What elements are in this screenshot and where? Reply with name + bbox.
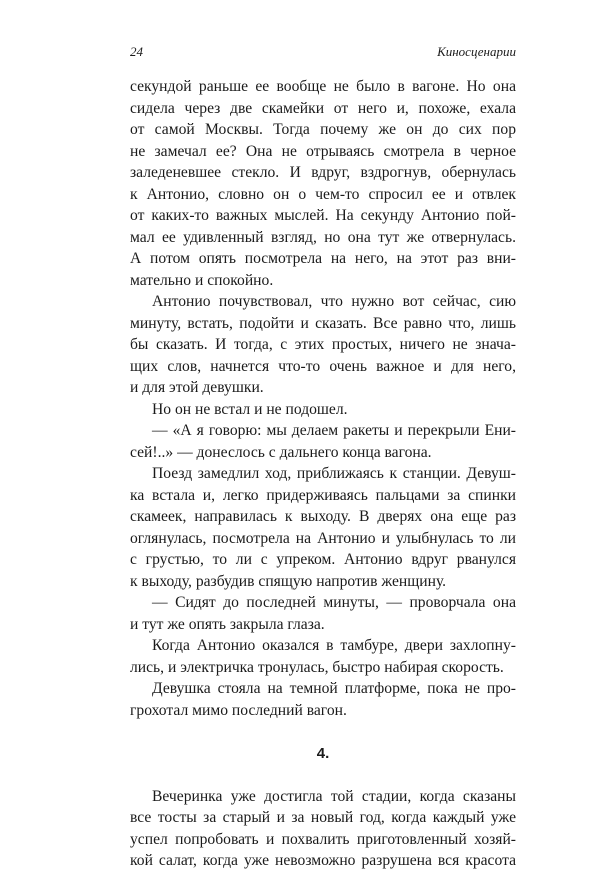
text-line: от каких-то важных мыслей. На секунду Антонио пой- xyxy=(130,207,516,224)
text-line: не замечал ее? Она не отрываясь смотрела в черное xyxy=(130,142,516,160)
paragraph xyxy=(130,76,516,291)
text-line: скамеек, направилась к выходу. В дверях она еще раз xyxy=(130,508,516,525)
text-line: бы сказать. И тогда, с этих простых, ничего не знача- xyxy=(130,336,516,353)
text-line: кой салат, когда уже невозможно разрушена вся красота xyxy=(130,852,516,869)
text-line: лись, и электричка тронулась, быстро набирая скорость. xyxy=(130,658,504,676)
paragraph xyxy=(130,291,516,399)
text-line: заледеневшее стекло. И вдруг, вздрогнув, обернулась xyxy=(130,164,516,181)
text-line: оглянулась, посмотрела на Антонио и улыбнулась то ли xyxy=(130,529,516,547)
text-line: к Антонио, словно он о чем-то спросил ее и отвлек xyxy=(130,185,516,203)
paragraph xyxy=(130,635,516,678)
page-body xyxy=(130,76,516,872)
paragraph xyxy=(130,463,516,592)
paragraph xyxy=(130,678,516,721)
text-line: Но он не встал и не подошел. xyxy=(152,400,348,418)
text-line: ка встала и, легко придерживаясь пальцами за спинки xyxy=(130,486,516,504)
text-line: от самой Москвы. Тогда почему же он до сих пор xyxy=(130,121,516,138)
page-header xyxy=(130,44,516,64)
text-line: сидела через две скамейки от него и, похоже, ехала xyxy=(130,99,516,117)
text-line: минуту, встать, подойти и сказать. Все равно что, лишь xyxy=(130,314,516,332)
text-line: Когда Антонио оказался в тамбуре, двери захлопну- xyxy=(152,637,516,654)
text-line: успел попробовать и похвалить приготовленный хозяй- xyxy=(130,830,516,848)
text-line: мательно и спокойно. xyxy=(130,271,274,289)
running-title: Киносценарии xyxy=(437,44,516,59)
section-spacer xyxy=(130,764,516,786)
paragraph xyxy=(130,786,516,872)
text-line: к выходу, разбудив спящую напротив женщину. xyxy=(130,572,447,590)
text-line: Антонио почувствовал, что нужно вот сейчас, сию xyxy=(152,293,516,310)
text-line: мал ее удивленный взгляд, но она тут же отвернулась. xyxy=(130,228,516,246)
text-line: грохотал мимо последний вагон. xyxy=(130,701,347,719)
text-line: — Сидят до последней минуты, — проворчала она xyxy=(152,594,516,611)
text-line: сей!..» — донеслось с дальнего конца вагона. xyxy=(130,443,432,461)
paragraph xyxy=(130,592,516,635)
text-line: все тосты за старый и за новый год, когда каждый уже xyxy=(130,809,516,826)
text-line: А потом опять посмотрела на него, на этот раз вни- xyxy=(130,250,516,267)
text-line: Девушка стояла на темной платформе, пока не про- xyxy=(152,680,516,697)
section-spacer xyxy=(130,721,516,743)
paragraph xyxy=(130,399,516,421)
page-number: 24 xyxy=(130,44,143,59)
text-line: Поезд замедлил ход, приближаясь к станции. Девуш- xyxy=(152,465,516,482)
text-line: с грустью, то ли с упреком. Антонио вдруг рванулся xyxy=(130,551,516,568)
text-line: и тут же опять закрыла глаза. xyxy=(130,615,325,633)
text-line: секундой раньше ее вообще не было в вагоне. Но она xyxy=(130,78,516,95)
text-line: щих слов, начнется что-то очень важное и для него, xyxy=(130,357,516,375)
text-line: — «А я говорю: мы делаем ракеты и перекрыли Ени- xyxy=(152,422,516,439)
text-line: Вечеринка уже достигла той стадии, когда сказаны xyxy=(152,787,516,805)
text-line: и для этой девушки. xyxy=(130,379,264,396)
section-heading: 4. xyxy=(316,744,330,762)
paragraph xyxy=(130,420,516,463)
